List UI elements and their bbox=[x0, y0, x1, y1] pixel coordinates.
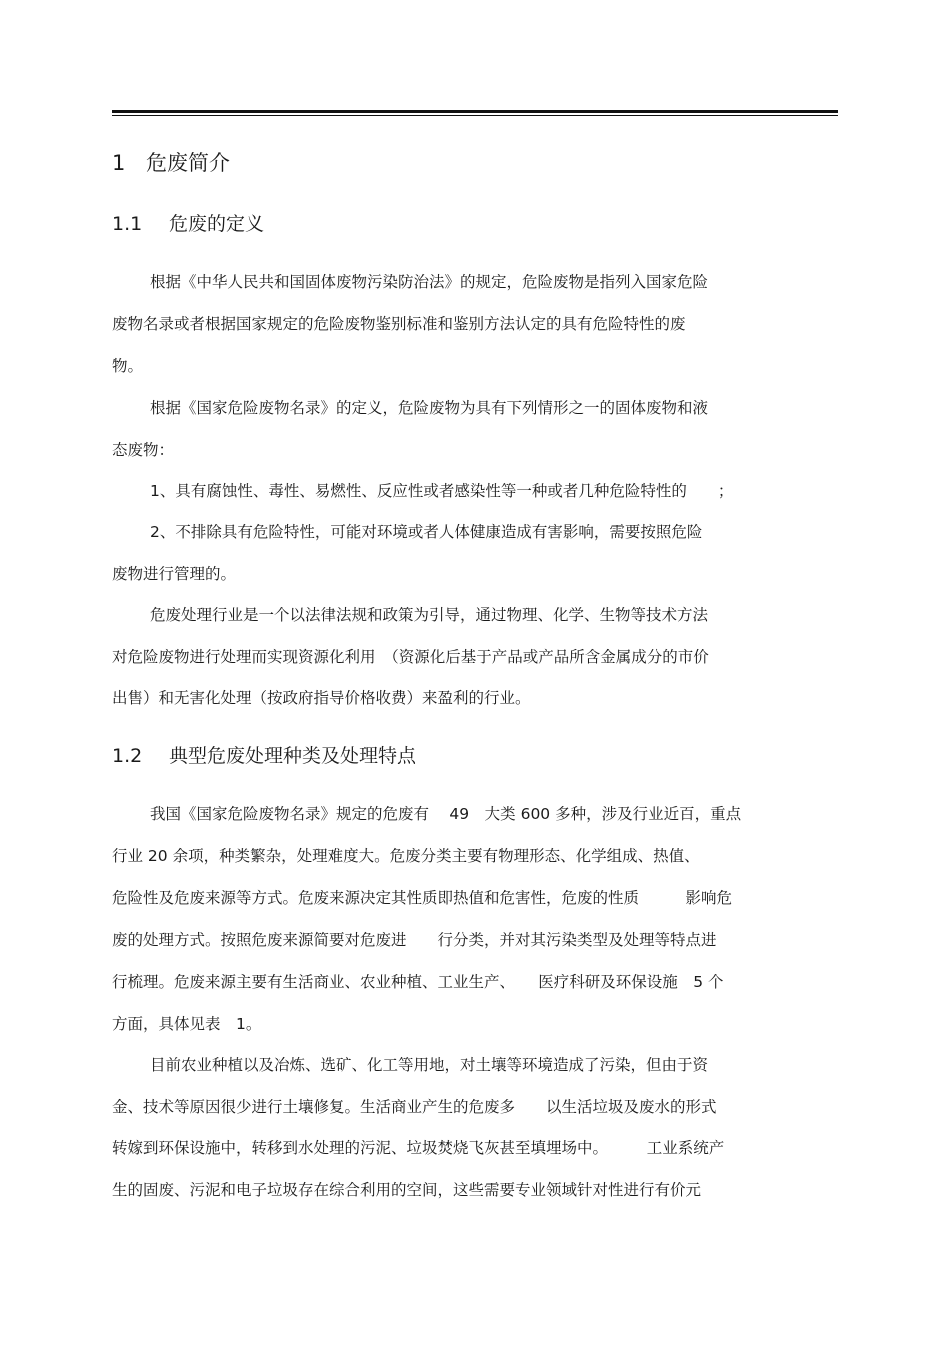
text-line: 废物进行管理的。 bbox=[112, 565, 237, 583]
text-line: 行梳理。危废来源主要有生活商业、农业种植、工业生产、 医疗科研及环保设施 5 个 bbox=[112, 973, 724, 991]
text-line: 态废物： bbox=[112, 441, 175, 459]
text-line: 出售）和无害化处理（按政府指导价格收费）来盈利的行业。 bbox=[112, 689, 531, 707]
text-line: 根据《国家危险废物名录》的定义，危险废物为具有下列情形之一的固体废物和液 bbox=[150, 399, 709, 417]
heading-1-2 bbox=[112, 742, 416, 770]
text-line: 废物名录或者根据国家规定的危险废物鉴别标准和鉴别方法认定的具有危险特性的废 bbox=[112, 315, 686, 333]
text-line: 我国《国家危险废物名录》规定的危废有 49 大类 600 多种，涉及行业近百，重点 bbox=[150, 805, 742, 823]
heading-1-1-number: 1.1 bbox=[112, 213, 143, 235]
list-item: 2、不排除具有危险特性，可能对环境或者人体健康造成有害影响，需要按照危险 bbox=[150, 523, 703, 541]
text-line: 方面，具体见表 1。 bbox=[112, 1015, 262, 1033]
text-line: 生的固废、污泥和电子垃圾存在综合利用的空间，这些需要专业领域针对性进行有价元 bbox=[112, 1181, 702, 1199]
heading-1-2-title: 典型危废处理种类及处理特点 bbox=[169, 745, 417, 767]
text-line: 根据《中华人民共和国固体废物污染防治法》的规定，危险废物是指列入国家危险 bbox=[150, 273, 709, 291]
heading-1-1-title: 危废的定义 bbox=[169, 213, 265, 235]
text-line: 危险性及危废来源等方式。危废来源决定其性质即热值和危害性，危废的性质 影响危 bbox=[112, 889, 733, 907]
text-line: 金、技术等原因很少进行土壤修复。生活商业产生的危废多 以生活垃圾及废水的形式 bbox=[112, 1098, 717, 1116]
header-rule-thin bbox=[112, 115, 838, 116]
heading-1-title: 危废简介 bbox=[146, 151, 230, 175]
header-rule-thick bbox=[112, 110, 838, 113]
text-line: 转嫁到环保设施中，转移到水处理的污泥、垃圾焚烧飞灰甚至填埋场中。 工业系统产 bbox=[112, 1139, 725, 1157]
heading-1-2-number: 1.2 bbox=[112, 745, 143, 767]
text-line: 危废处理行业是一个以法律法规和政策为引导，通过物理、化学、生物等技术方法 bbox=[150, 606, 709, 624]
text-line: 废的处理方式。按照危废来源简要对危废进 行分类，并对其污染类型及处理等特点进 bbox=[112, 931, 717, 949]
heading-1-1 bbox=[112, 210, 264, 238]
text-line: 物。 bbox=[112, 357, 144, 375]
text-line: 行业 20 余项，种类繁杂，处理难度大。危废分类主要有物理形态、化学组成、热值、 bbox=[112, 847, 700, 865]
heading-1-number: 1 bbox=[112, 151, 126, 175]
heading-1 bbox=[112, 148, 230, 178]
text-line: 对危险废物进行处理而实现资源化利用 （资源化后基于产品或产品所含金属成分的市价 bbox=[112, 648, 709, 666]
text-line: 目前农业种植以及冶炼、选矿、化工等用地，对土壤等环境造成了污染，但由于资 bbox=[150, 1056, 709, 1074]
list-item: 1、具有腐蚀性、毒性、易燃性、反应性或者感染性等一种或者几种危险特性的 ； bbox=[150, 482, 734, 500]
